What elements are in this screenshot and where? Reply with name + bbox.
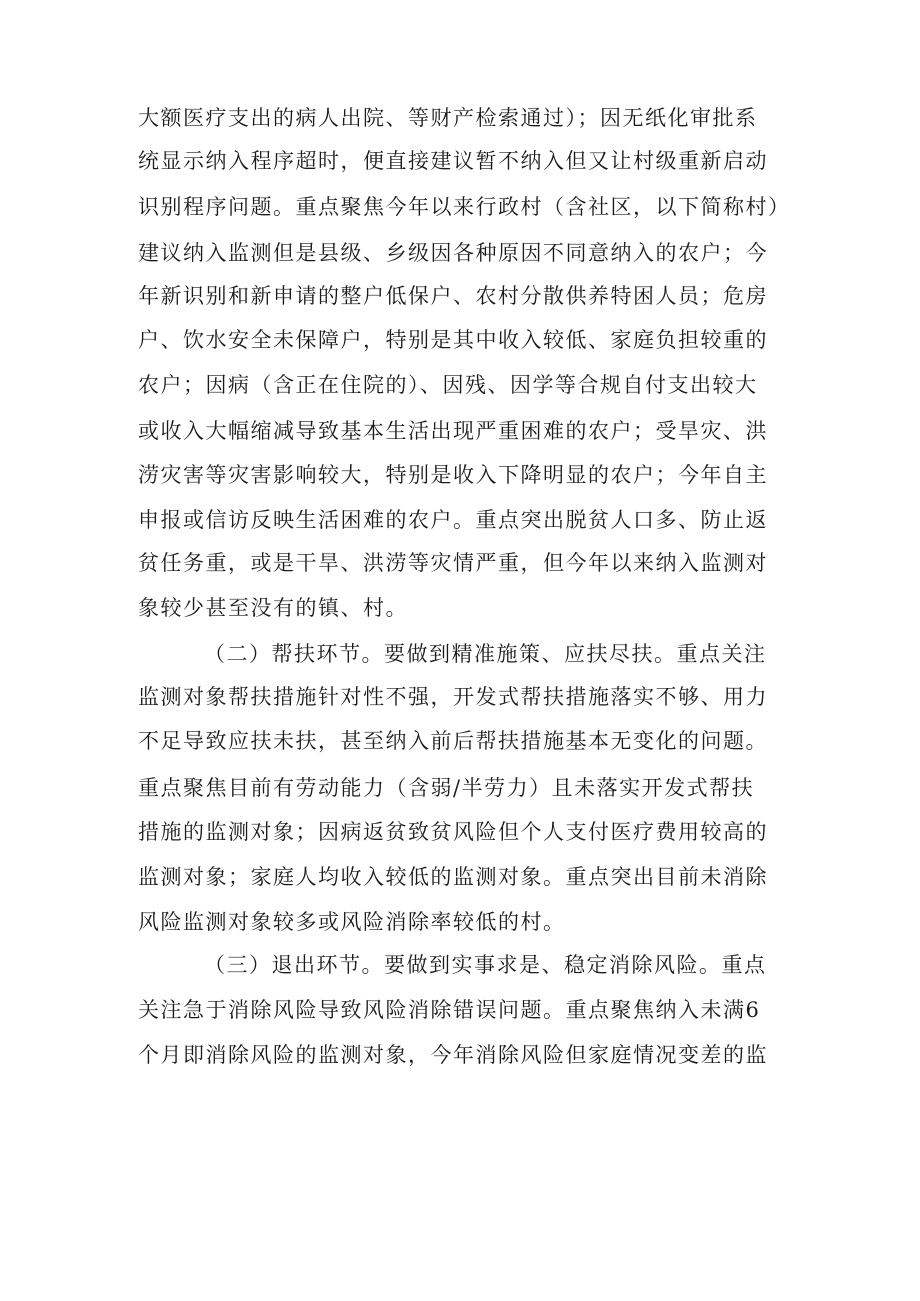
section-heading-line: （二）帮扶环节。要做到精准施策、应扶尽扶。重点关注 <box>204 642 767 666</box>
section-heading-line: （三）退出环节。要做到实事求是、稳定消除风险。重点 <box>204 953 767 977</box>
text-line: 措施的监测对象；因病返贫致贫风险但个人支付医疗费用较高的 <box>138 820 768 844</box>
text-line: 涝灾害等灾害影响较大，特别是收入下降明显的农户；今年自主 <box>138 463 768 487</box>
text-line: 关注急于消除风险导致风险消除错误问题。重点聚焦纳入未满6 <box>138 998 761 1022</box>
text-line: 统显示纳入程序超时，便直接建议暂不纳入但又让村级重新启动 <box>138 149 768 173</box>
text-line: 个月即消除风险的监测对象，今年消除风险但家庭情况变差的监 <box>138 1043 768 1067</box>
text-line: 象较少甚至没有的镇、村。 <box>138 596 408 620</box>
text-line: 农户；因病（含正在住院的）、因残、因学等合规自付支出较大 <box>138 373 758 397</box>
text-line: 大额医疗支出的病人出院、等财产检索通过）；因无纸化审批系 <box>138 106 758 130</box>
text-line: 户、饮水安全未保障户，特别是其中收入较低、家庭负担较重的 <box>138 328 768 352</box>
text-line: 贫任务重，或是干旱、洪涝等灾情严重，但今年以来纳入监测对 <box>138 551 768 575</box>
text-line: 风险监测对象较多或风险消除率较低的村。 <box>138 910 566 934</box>
text-line: 年新识别和新申请的整户低保户、农村分散供养特困人员；危房 <box>138 284 768 308</box>
text-line: 监测对象；家庭人均收入较低的监测对象。重点突出目前未消除 <box>138 865 768 889</box>
text-line: 建议纳入监测但是县级、乡级因各种原因不同意纳入的农户；今 <box>138 241 768 265</box>
text-line: 或收入大幅缩减导致基本生活出现严重困难的农户；受旱灾、洪 <box>138 419 768 443</box>
text-line: 识别程序问题。重点聚焦今年以来行政村（含社区，以下简称村） <box>138 195 791 219</box>
text-line: 监测对象帮扶措施针对性不强，开发式帮扶措施落实不够、用力 <box>138 685 768 709</box>
text-line: 申报或信访反映生活困难的农户。重点突出脱贫人口多、防止返 <box>138 508 768 532</box>
text-line: 不足导致应扶未扶，甚至纳入前后帮扶措施基本无变化的问题。 <box>138 729 768 753</box>
text-line: 重点聚焦目前有劳动能力（含弱/半劳力）且未落实开发式帮扶 <box>138 776 755 800</box>
